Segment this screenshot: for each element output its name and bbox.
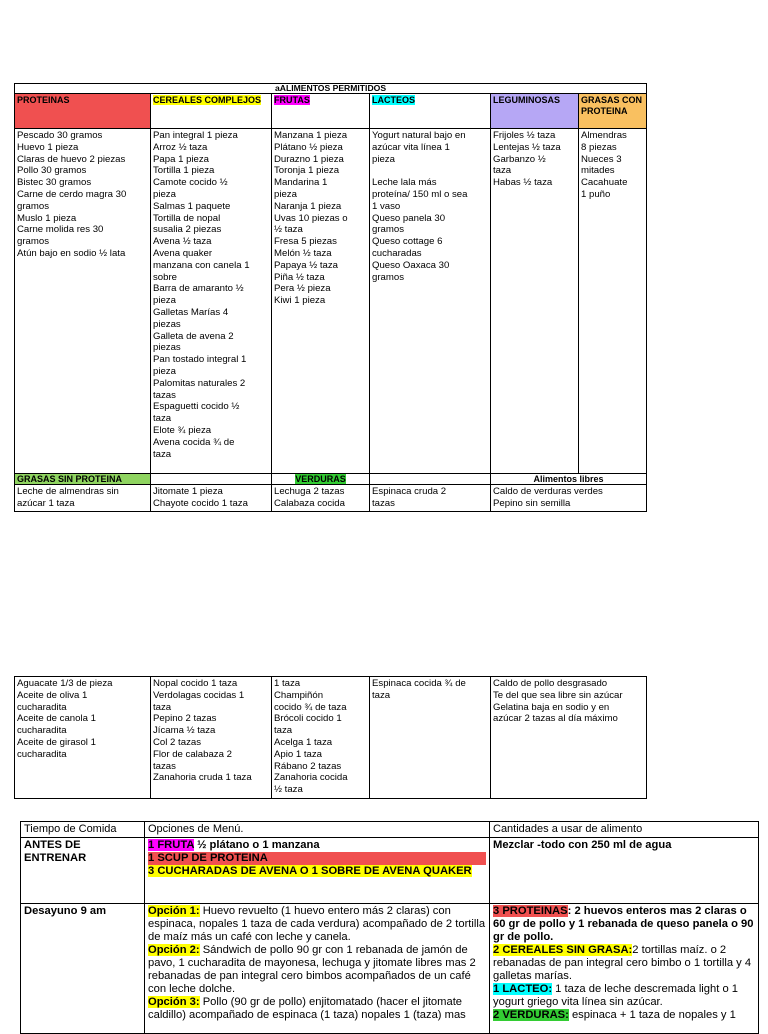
- list-grasas-sin-proteina-cont: [15, 677, 151, 799]
- food-item: Jitomate 1 pieza: [153, 486, 223, 497]
- food-item: manzana con canela 1: [153, 259, 250, 271]
- food-item: pieza: [153, 295, 176, 307]
- food-item: Claras de huevo 2 piezas: [17, 153, 126, 165]
- qty-lacteo: 1 LACTEO: 1 taza de leche descremada light o 1 yogurt griego vita línea sin azúcar.: [493, 983, 739, 1008]
- food-item: Apio 1 taza: [274, 748, 323, 760]
- menu-row-desayuno: [21, 904, 759, 1034]
- qty-cereales: 2 CEREALES SIN GRASA:2 tortillas maíz. o 2 rebanadas de pan integral cero bimbo o 1 tortilla y 4 galletas marías.: [493, 944, 752, 982]
- food-item: Habas ½ taza: [493, 177, 553, 189]
- food-item: Papa 1 pieza: [153, 153, 210, 165]
- option-scup-proteina: 1 SCUP DE PROTEINA: [148, 852, 486, 865]
- food-item: Atún bajo en sodio ½ lata: [17, 247, 126, 259]
- food-item: tazas: [153, 760, 176, 772]
- food-item: taza: [153, 413, 172, 425]
- list-alimentos-libres-cont: [491, 677, 647, 799]
- food-item: Naranja 1 pieza: [274, 200, 342, 212]
- food-item: Barra de amaranto ½: [153, 283, 244, 295]
- food-item: taza: [153, 448, 172, 460]
- list-alimentos-libres: [491, 485, 647, 512]
- food-item: 1 puño: [581, 188, 611, 200]
- food-item: Zanahoria cocida: [274, 772, 348, 784]
- list-verduras-1-cont: [151, 677, 272, 799]
- continuation-list-row: [15, 677, 647, 799]
- food-item: cucharadita: [17, 701, 67, 713]
- food-item: pieza: [153, 188, 176, 200]
- list-verduras-2-cont: [272, 677, 370, 799]
- food-item: Pepino 2 tazas: [153, 713, 217, 725]
- food-item: Acelga 1 taza: [274, 736, 333, 748]
- food-item: Aceite de girasol 1: [17, 736, 96, 748]
- food-item: Jícama ½ taza: [153, 725, 216, 737]
- menu-row-antes-de-entrenar: [21, 838, 759, 904]
- food-item: Espinaca cocida ¾ de: [372, 678, 466, 689]
- food-item: Rábano 2 tazas: [274, 760, 342, 772]
- food-item: gramos: [17, 200, 49, 212]
- food-item: Yogurt natural bajo en: [372, 130, 466, 141]
- header-cereales: CEREALES COMPLEJOS: [151, 94, 272, 129]
- food-item: Bistec 30 gramos: [17, 177, 92, 189]
- food-item: Espaguetti cocido ½: [153, 401, 240, 413]
- list-cereales: [151, 129, 272, 474]
- list-lacteos: [370, 129, 491, 474]
- time-desayuno: Desayuno 9 am: [21, 904, 145, 1034]
- food-item: azúcar 2 tazas al día máximo: [493, 713, 618, 725]
- qty-verduras: 2 VERDURAS: espinaca + 1 taza de nopales y 1: [493, 1009, 736, 1021]
- food-item: Manzana 1 pieza: [274, 130, 348, 141]
- option-1: Opción 1: Huevo revuelto (1 huevo entero más 2 claras) con espinaca, nopales 1 taza de cada verdura) acompañado de 2 tortilla de maíz más un café con leche y canela.: [148, 905, 486, 943]
- food-item: Queso Oaxaca 30: [372, 259, 450, 271]
- food-item: Avena cocida ¾ de: [153, 436, 235, 448]
- food-item: taza: [372, 689, 391, 701]
- time-antes-de-entrenar: ANTES DE ENTRENAR: [21, 838, 145, 904]
- food-item: Avena ½ taza: [153, 236, 212, 248]
- food-item: piezas: [153, 318, 181, 330]
- food-item: taza: [153, 701, 172, 713]
- food-item: Melón ½ taza: [274, 247, 332, 259]
- food-item: gramos: [17, 236, 49, 248]
- food-item: azúcar 1 taza: [17, 497, 75, 509]
- food-item: Brócoli cocido 1: [274, 713, 342, 725]
- food-item: Pescado 30 gramos: [17, 130, 103, 141]
- food-item: Caldo de pollo desgrasado: [493, 678, 608, 689]
- food-item: Pera ½ pieza: [274, 283, 331, 295]
- food-item: Toronja 1 pieza: [274, 165, 340, 177]
- list-grasas-sin-proteina: [15, 485, 151, 512]
- food-item: Pan integral 1 pieza: [153, 130, 238, 141]
- food-item: Leche lala más: [372, 177, 437, 189]
- option-avena: 3 CUCHARADAS DE AVENA O 1 SOBRE DE AVENA QUAKER: [148, 865, 472, 877]
- food-item: Salmas 1 paquete: [153, 200, 231, 212]
- food-item: Queso cottage 6: [372, 236, 443, 248]
- qty-antes-de-entrenar: Mezclar -todo con 250 ml de agua: [490, 838, 759, 904]
- food-item: Cacahuate: [581, 177, 628, 189]
- food-item: Aguacate 1/3 de pieza: [17, 678, 113, 689]
- list-proteinas: [15, 129, 151, 474]
- list-frutas: [272, 129, 370, 474]
- options-desayuno: [145, 904, 490, 1034]
- food-item: susalia 2 piezas: [153, 224, 222, 236]
- food-item: Avena quaker: [153, 247, 213, 259]
- food-item: Zanahoria cruda 1 taza: [153, 772, 252, 784]
- option-3: Opción 3: Pollo (90 gr de pollo) enjitomatado (hacer el jitomate caldillo) acompañado de espinaca (1 taza) nopales 1 (taza) mas: [148, 996, 466, 1021]
- food-list-row: [15, 129, 647, 474]
- header-leguminosas: LEGUMINOSAS: [491, 94, 579, 129]
- list-grasas-con-proteina: [579, 129, 647, 474]
- food-item: piezas: [153, 342, 181, 354]
- food-item: Uvas 10 piezas o: [274, 212, 348, 224]
- food-item: Pollo 30 gramos: [17, 165, 87, 177]
- food-item: cocido ¾ de taza: [274, 701, 347, 713]
- food-item: Nopal cocido 1 taza: [153, 678, 238, 689]
- list-verduras-3-cont: [370, 677, 491, 799]
- food-item: Pepino sin semilla: [493, 497, 571, 509]
- food-item: Camote cocido ½: [153, 177, 228, 189]
- food-item: cucharadas: [372, 247, 422, 259]
- header-frutas: FRUTAS: [272, 94, 370, 129]
- qty-desayuno: [490, 904, 759, 1034]
- alimentos-continuacion-table: [14, 676, 647, 799]
- food-item: 1 taza: [274, 678, 301, 689]
- food-item: Carne de cerdo magra 30: [17, 188, 127, 200]
- food-item: Aceite de oliva 1: [17, 689, 88, 701]
- food-item: pieza: [153, 365, 176, 377]
- food-item: Plátano ½ pieza: [274, 141, 343, 153]
- food-item: Durazno 1 pieza: [274, 153, 344, 165]
- food-item: mitades: [581, 165, 615, 177]
- food-item: Garbanzo ½: [493, 153, 546, 165]
- header-grasas-con-proteina: GRASAS CON PROTEINA: [579, 94, 647, 129]
- table-title: aALIMENTOS PERMITIDOS: [15, 84, 647, 94]
- food-item: ½ taza: [274, 224, 303, 236]
- food-item: Huevo 1 pieza: [17, 141, 79, 153]
- food-item: taza: [274, 725, 293, 737]
- food-item: Te del que sea libre sin azúcar: [493, 689, 623, 701]
- food-item: Piña ½ taza: [274, 271, 325, 283]
- food-item: pieza: [372, 153, 395, 165]
- bottom-header-row: [15, 474, 647, 485]
- food-item: gramos: [372, 271, 404, 283]
- food-item: Almendras: [581, 130, 627, 141]
- food-item: Leche de almendras sin: [17, 486, 119, 497]
- bottom-list-row: [15, 485, 647, 512]
- food-item: gramos: [372, 224, 404, 236]
- header-opciones-de-menu: Opciones de Menú.: [145, 822, 490, 838]
- header-grasas-sin-proteina: GRASAS SIN PROTEINA: [15, 474, 151, 485]
- food-item: ½ taza: [274, 784, 303, 796]
- food-item: Galleta de avena 2: [153, 330, 234, 342]
- category-header-row: [15, 94, 647, 129]
- menu-header-row: [21, 822, 759, 838]
- food-item: azúcar vita línea 1: [372, 141, 450, 153]
- food-item: proteína/ 150 ml o sea: [372, 188, 468, 200]
- list-verduras-2: [272, 485, 370, 512]
- food-item: Mandarina 1: [274, 177, 328, 189]
- header-lacteos: LACTEOS: [370, 94, 491, 129]
- list-leguminosas: [491, 129, 579, 474]
- food-item: [372, 165, 488, 177]
- food-item: Kiwi 1 pieza: [274, 295, 326, 307]
- food-item: Verdolagas cocidas 1: [153, 689, 245, 701]
- food-item: Espinaca cruda 2: [372, 486, 447, 497]
- food-item: Elote ¾ pieza: [153, 424, 212, 436]
- food-item: cucharadita: [17, 725, 67, 737]
- food-item: Galletas Marías 4: [153, 306, 229, 318]
- food-item: Palomitas naturales 2: [153, 377, 246, 389]
- header-verduras: VERDURAS: [272, 474, 370, 485]
- food-item: Papaya ½ taza: [274, 259, 339, 271]
- food-item: 1 vaso: [372, 200, 401, 212]
- list-verduras-1: [151, 485, 272, 512]
- header-alimentos-libres: Alimentos libres: [491, 474, 647, 485]
- food-item: pieza: [274, 188, 297, 200]
- food-item: Arroz ½ taza: [153, 141, 208, 153]
- food-item: Tortilla 1 pieza: [153, 165, 215, 177]
- list-verduras-3: [370, 485, 491, 512]
- header-tiempo-de-comida: Tiempo de Comida: [21, 822, 145, 838]
- option-fruta: 1 FRUTA ½ plátano o 1 manzana: [148, 839, 320, 851]
- food-item: tazas: [153, 389, 176, 401]
- food-item: taza: [493, 165, 512, 177]
- header-cantidades: Cantidades a usar de alimento: [490, 822, 759, 838]
- food-item: sobre: [153, 271, 177, 283]
- food-item: 8 piezas: [581, 141, 617, 153]
- alimentos-permitidos-table: [14, 83, 647, 512]
- food-item: tazas: [372, 497, 395, 509]
- header-proteinas: PROTEINAS: [15, 94, 151, 129]
- food-item: Pan tostado integral 1: [153, 354, 247, 366]
- food-item: Fresa 5 piezas: [274, 236, 337, 248]
- food-item: Gelatina baja en sodio y en: [493, 701, 610, 713]
- food-item: Carne molida res 30: [17, 224, 104, 236]
- food-item: Nueces 3: [581, 153, 622, 165]
- option-2: Opción 2: Sándwich de pollo 90 gr con 1 rebanada de jamón de pavo, 1 cucharadita de mayonesa, lechuga y jitomate libres mas 2 rebanadas de pan integral cero bimbos acompañados de un café con leche dolche.: [148, 944, 476, 995]
- options-antes-de-entrenar: [145, 838, 490, 904]
- food-item: Muslo 1 pieza: [17, 212, 77, 224]
- food-item: Lechuga 2 tazas: [274, 486, 345, 497]
- food-item: Frijoles ½ taza: [493, 130, 556, 141]
- food-item: Chayote cocido 1 taza: [153, 497, 248, 509]
- food-item: Tortilla de nopal: [153, 212, 221, 224]
- food-item: cucharadita: [17, 748, 67, 760]
- qty-proteinas: 3 PROTEINAS: 2 huevos enteros mas 2 claras o 60 gr de pollo y 1 rebanada de queso panela o 90 gr de pollo.: [493, 905, 754, 943]
- food-item: Lentejas ½ taza: [493, 141, 561, 153]
- food-item: Champiñón: [274, 689, 324, 701]
- food-item: Queso panela 30: [372, 212, 446, 224]
- food-item: Caldo de verduras verdes: [493, 486, 603, 497]
- food-item: Flor de calabaza 2: [153, 748, 232, 760]
- food-item: Calabaza cocida: [274, 497, 345, 509]
- food-item: Aceite de canola 1: [17, 713, 96, 725]
- menu-table: [20, 821, 759, 1034]
- food-item: Col 2 tazas: [153, 736, 201, 748]
